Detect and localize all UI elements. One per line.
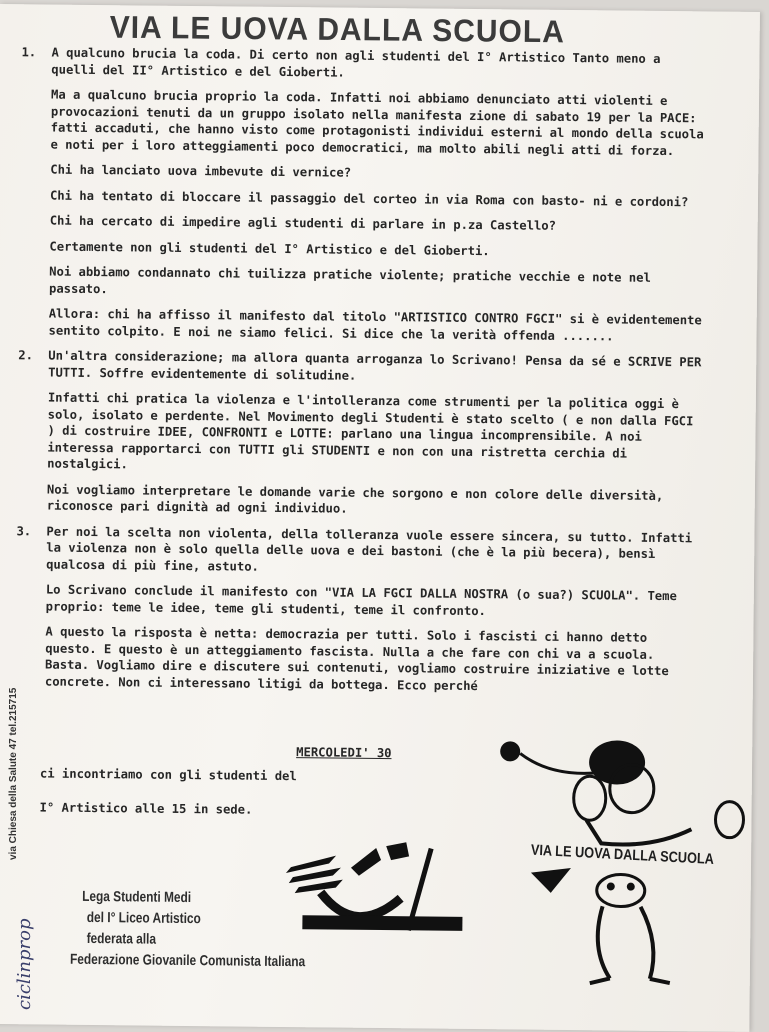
paragraph: Ma a qualcuno brucia proprio la coda. Infatti noi abbiamo denunciato atti violenti e provocazioni tenuti da un gruppo isolato nella manifesta zione di sabato 19 per la PACE: fatti accaduti, che hanno visto come protagonisti individui esterni al mondo della scuola e noti per i loro atteggiamenti poco democratici, ma molto abili negli atti di forza. [50,87,704,158]
printer-address: via Chiesa della Salute 47 tel.215715 [8,687,19,860]
paragraph: Chi ha lanciato uova imbevute di vernice? [50,162,352,180]
paragraph-number: 1. [21,45,37,60]
paragraph: Noi abbiamo condannato chi tuilizza pratiche violente; pratiche vecchie e note nel passato. [48,264,651,296]
paragraph [16,523,706,580]
league-line-1: Lega Studenti Medi [82,888,192,907]
paragraph: Lo Scrivano conclude il manifesto con "VIA LA FGCI DALLA NOSTRA (o sua?) SCUOLA". Teme proprio: teme le idee, teme gli studenti, teme il confronto. [45,582,677,618]
paragraph-text: Un'altra considerazione; ma allora quanta arroganza lo Scrivano! Pensa da sé e SCRIVE PER TUTTI. Soffre evidentemente di solitudine. [48,348,702,383]
paragraph [18,347,708,387]
body-text [15,44,712,705]
fgci-logo [280,837,466,939]
paragraph-number: 2. [18,348,34,363]
meeting-line-1: ci incontriamo con gli studenti del [39,766,297,784]
paragraph-number: 3. [16,523,32,538]
paragraph-text: A qualcuno brucia la coda. Di certo non agli studenti del I° Artistico Tanto meno a quelli del II° Artistico e del Gioberti. [51,45,661,80]
paragraph: A questo la risposta è netta: democrazia per tutti. Solo i fascisti ci hanno detto questo. E questo è un atteggiamento fascista. Nulla a che fare con chi va a scuola. Basta. Vogliamo dire e discutere sui contenuti, vogliamo costruire iniziative e lotte concrete. Non ci interessano litigi da bottega. Ecco perché [44,624,669,693]
cartoon-caption: VIA LE UOVA DALLA SCUOLA [530,841,715,869]
paragraph: Chi ha cercato di impedire agli studenti di parlare in p.za Castello? [49,213,557,233]
meeting-line-2: I° Artistico alle 15 in sede. [39,800,253,817]
paragraph: Infatti chi pratica la violenza e l'intolleranza come strumenti per la politica oggi è solo, isolato e perdente. Nel Movimento degli Studenti è stato scelto ( e non dalla FGCI ) di costruire IDEE, CONFRONTI e LOTTE: parlano una lingua incomprensibile. A noi interessa rapportarci con TUTTI gli STUDENTI e non con una ristretta cerchia di nostalgici. [47,390,694,472]
league-line-2: del I° Liceo Artistico [86,909,201,928]
meeting-day: MERCOLEDI' 30 [296,745,392,761]
document-sheet [0,4,760,1032]
league-line-4: Federazione Giovanile Comunista Italiana [69,951,306,971]
league-signature [70,887,306,973]
meeting-notice [40,741,392,819]
paragraph: Noi vogliamo interpretare le domande varie che sorgono e non colore delle diversità, riconosce pari dignità ad ogni individuo. [46,482,664,516]
paragraph: Chi ha tentato di bloccare il passaggio del corteo in via Roma con basto- ni e cordoni? [49,188,689,209]
league-line-3: federata alla [86,930,157,948]
handwritten-note: ciclinprop [14,918,35,1010]
paragraph: Certamente non gli studenti del I° Artistico e del Gioberti. [49,239,490,258]
paragraph-text: Per noi la scelta non violenta, della tolleranza vuole essere sincera, su tutto. Infatti la violenza non è solo quella delle uova e dei bastoni (che è la più becera), bensì qualcosa di più fine, astuto. [46,524,693,574]
document-title: VIA LE UOVA DALLA SCUOLA [109,10,566,50]
paragraph: Allora: chi ha affisso il manifesto dal titolo "ARTISTICO CONTRO FGCI" si è evidentemente sentito colpito. E noi ne siamo felici. Si dice che la verità offenda ....... [48,306,702,343]
paragraph [21,44,711,84]
